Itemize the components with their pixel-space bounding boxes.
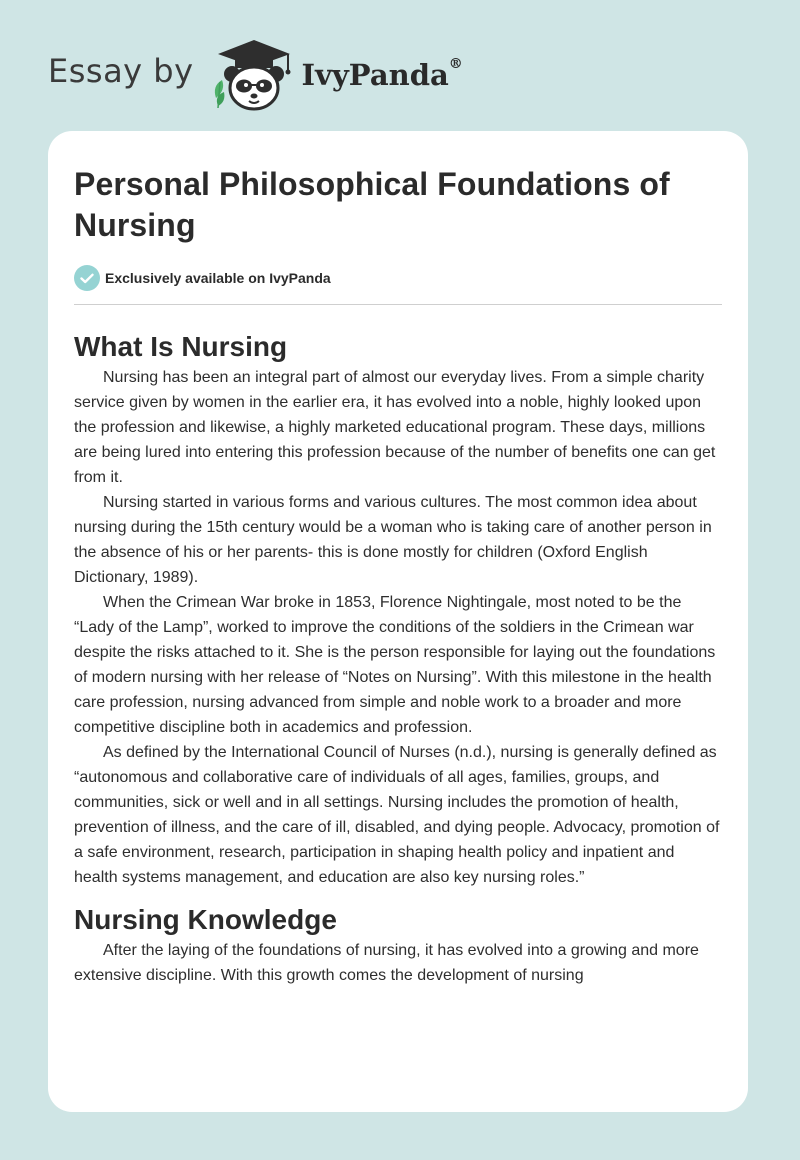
exclusive-label: Exclusively available on IvyPanda [105, 270, 331, 286]
essay-title: Personal Philosophical Foundations of Nursing [74, 166, 670, 243]
exclusive-badge [74, 265, 722, 291]
paragraph: When the Crimean War broke in 1853, Florence Nightingale, most noted to be the “Lady of the Lamp”, worked to improve the conditions of the soldiers in the Crimean war despite the risks attached to it. She is the person responsible for laying out the foundations of modern nursing with her release of “Notes on Nursing”. With this milestone in the health care profession, nursing advanced from simple and noble work to a broader and more competitive discipline both in academics and profession. [74, 594, 716, 736]
essay-by-label: Essay by [48, 52, 194, 90]
paragraph: As defined by the International Council of Nurses (n.d.), nursing is generally defined as “autonomous and collaborative care of individuals of all ages, families, groups, and communities, sick or well and in all settings. Nursing includes the promotion of health, prevention of illness, and the care of ill, disabled, and dying people. Advocacy, promotion of a safe environment, research, participation in shaping health policy and inpatient and health systems management, and education are also key nursing roles.” [74, 744, 720, 886]
check-circle-icon [74, 265, 100, 291]
registered-mark: ® [448, 56, 463, 72]
brand-name-text: IvyPanda [301, 58, 449, 92]
paragraph: Nursing has been an integral part of almost our everyday lives. From a simple charity service given by women in the earlier era, it has evolved into a noble, highly looked upon the profession and likewise, a highly marketed educational program. These days, millions are being lured into entering this profession because of the number of benefits one can get from it. [74, 369, 716, 486]
essay-card [48, 131, 748, 1112]
paragraph: After the laying of the foundations of nursing, it has evolved into a growing and more extensive discipline. With this growth comes the development of nursing [74, 942, 699, 984]
checkmark-icon [80, 273, 94, 284]
section-heading-nursing-knowledge: Nursing Knowledge [74, 904, 337, 935]
title-divider [74, 304, 722, 305]
section-heading-what-is-nursing: What Is Nursing [74, 331, 288, 362]
site-header [48, 34, 463, 114]
paragraph: Nursing started in various forms and various cultures. The most common idea about nursing during the 15th century would be a woman who is taking care of another person in the absence of his or her parents- this is done mostly for children (Oxford English Dictionary, 1989). [74, 494, 712, 586]
panda-graduate-logo-icon [208, 34, 300, 114]
brand-name [302, 58, 463, 92]
ivypanda-logo-link[interactable] [208, 34, 463, 114]
